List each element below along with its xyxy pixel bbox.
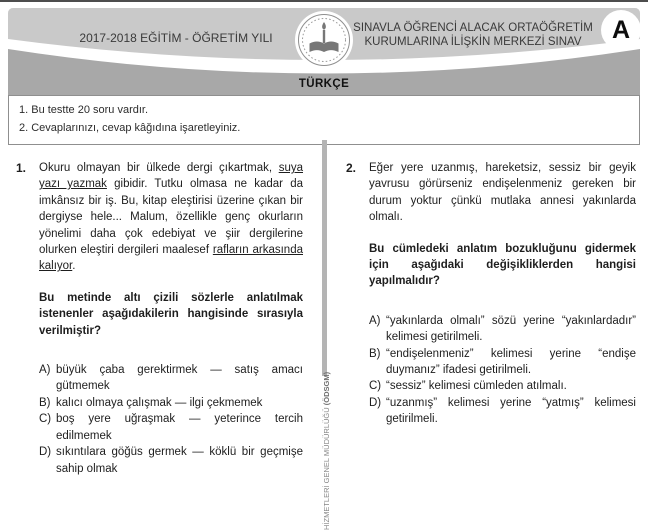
option-text: “sessiz” kelimesi cümleden atılmalı. (386, 380, 567, 393)
year-title: 2017-2018 EĞİTİM - ÖĞRETİM YILI (79, 31, 273, 45)
passage-text: Okuru olmayan bir ülkede dergi çıkartmak, (39, 162, 279, 174)
option-letter: D) (39, 446, 52, 459)
option-text: sıkıntılara göğüs germek — köklü bir geçmişe sahip olmak (56, 446, 303, 475)
option-d (39, 444, 303, 477)
instruction-line-1: 1. Bu testte 20 soru vardır. (19, 104, 149, 116)
column-divider (322, 140, 327, 376)
option-d (369, 395, 636, 428)
exam-title-line2: KURUMLARINA İLİŞKİN MERKEZİ SINAV (364, 36, 582, 48)
option-letter: C) (369, 380, 382, 393)
right-column (346, 160, 636, 428)
option-text: kalıcı olmaya çalışmak — ilgi çekmemek (56, 396, 263, 409)
passage-text: . (72, 260, 76, 273)
option-letter: B) (39, 396, 51, 409)
options-list (369, 313, 636, 428)
booklet-badge (601, 10, 640, 50)
scan-edge-line (0, 0, 648, 2)
option-letter: A) (39, 364, 51, 377)
question-2 (346, 160, 636, 428)
meb-logo-icon (294, 10, 354, 74)
option-letter: A) (369, 314, 381, 327)
question-number: 2. (346, 161, 357, 175)
side-caption-abbr: (ÖDSGM) (322, 371, 331, 408)
exam-title-line1: SINAVLA ÖĞRENCİ ALACAK ORTAÖĞRETİM (353, 22, 593, 34)
question-stem: Bu cümledeki anlatım bozukluğunu gidermek için aşağıdaki değişikliklerden hangisi yapılmalıdır? (369, 242, 636, 288)
question-passage (39, 160, 303, 275)
option-b (39, 395, 303, 411)
option-letter: D) (369, 396, 382, 409)
passage-text: gibidir. Tutku olmasa ne kadar da imkânsız bir iş. Bu, kitap eleştirisi üzerine çıkan bir dergiyse hele... Malum, özellikle genç okurların yönelimi daha çok edebiyat ve şiir dergilerine olurken eleştiri dergileri maalesef (39, 178, 303, 257)
question-body (39, 160, 303, 477)
exam-header (8, 8, 640, 95)
option-text: büyük çaba gerektirmek — satış amacı gütmemek (56, 364, 303, 393)
instructions-box (8, 95, 640, 145)
side-caption-text: HİZMETLERİ GENEL MÜDÜRLÜĞÜ (322, 407, 331, 530)
booklet-letter: A (611, 15, 631, 44)
underlined-phrase-2: rafların arkasında kalıyor (39, 244, 303, 273)
question-number: 1. (16, 161, 27, 175)
underlined-phrase-1: suya yazı yazmak (39, 162, 303, 191)
options-list (39, 362, 303, 477)
option-text: “yakınlarda olmalı” sözü yerine “yakınlardadır” kelimesi getirilmeli. (386, 314, 636, 344)
option-text: “endişelenmeniz” kelimesi yerine “endişe duymanız” ifadesi getirilmeli. (386, 347, 636, 377)
option-c (39, 411, 303, 444)
instruction-line-2: 2. Cevaplarınızı, cevap kâğıdına işaretleyiniz. (19, 122, 241, 134)
option-letter: C) (39, 413, 52, 426)
question-stem: Bu metinde altı çizili sözlerle anlatılmak istenenler aşağıdakilerin hangisinde sırasıyla verilmiştir? (39, 291, 303, 337)
option-a (369, 313, 636, 346)
side-caption (322, 372, 331, 530)
exam-title (348, 21, 598, 49)
question-body (369, 160, 636, 428)
question-passage: Eğer yere uzanmış, hareketsiz, sessiz bir geyik yavrusu görürseniz endişelenmeniz gereken bir durum yoktur çünkü mutlaka annesi yakınlarda olmalı. (369, 162, 636, 224)
option-a (39, 362, 303, 395)
option-text: boş yere uğraşmak — yeterince tercih edilmemek (56, 413, 303, 442)
option-b (369, 346, 636, 379)
question-1 (16, 160, 303, 477)
option-c (369, 378, 636, 394)
option-letter: B) (369, 347, 381, 360)
option-text: “uzanmış” kelimesi yerine “yatmış” kelimesi getirilmeli. (386, 396, 636, 426)
subject-label: TÜRKÇE (298, 78, 350, 90)
left-column (16, 160, 303, 477)
